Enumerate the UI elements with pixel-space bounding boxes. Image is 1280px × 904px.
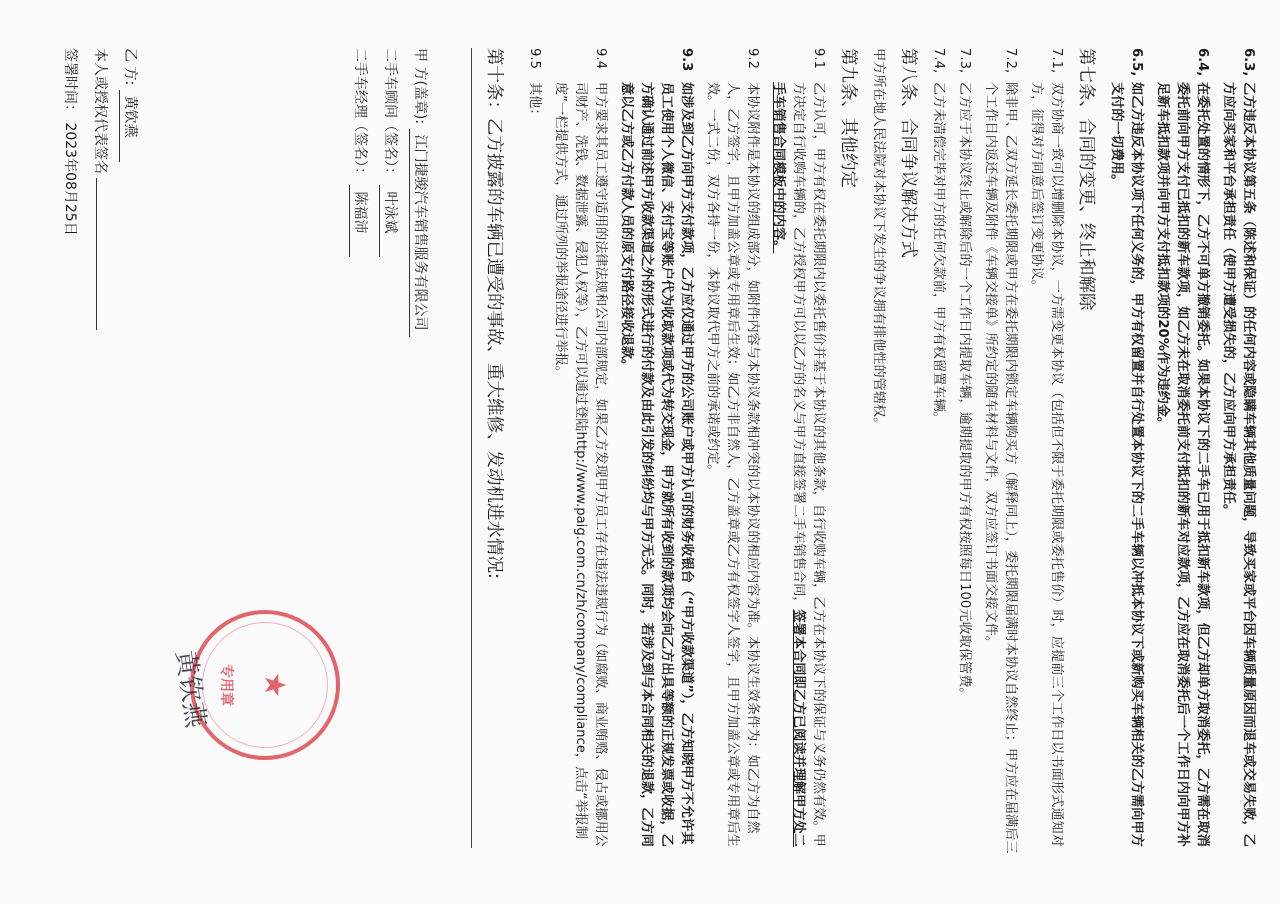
manager-value: 陈福沛 bbox=[349, 185, 370, 257]
handwritten-signature: 黄钦燕 bbox=[169, 648, 211, 730]
contract-body bbox=[460, 48, 1258, 856]
clause-text: 其他： bbox=[527, 82, 542, 122]
clause-text: 如涉及到乙方向甲方支付款项，乙方应仅通过甲方的公司账户或甲方认可的财务收银台（“甲方收款渠道”），乙方知晓甲方不允许其员工使用个人微信、支付宝等账户代为收取款项或代为转交现金，甲方就所有收到的款项均会向乙方出具等额的正规发票或收据，乙方确认通过前述甲方收款渠道之外的形式进行的付款及由此引发的纠纷均与甲方无关。同时，若涉及到与本合同相关的退款，乙方同意以乙方或乙方付款人员的原支付路径接收退款。 bbox=[619, 82, 694, 847]
section-divider bbox=[471, 48, 472, 848]
clause-number: 9.1 bbox=[811, 48, 826, 69]
clauses_top-clause bbox=[1152, 48, 1212, 856]
seal-text: 专用章 bbox=[218, 664, 234, 706]
article7.items-clause bbox=[1026, 48, 1066, 856]
clause-text: 乙方应于本协议终止或解除后的一个工作日内提取车辆，逾期提取的甲方有权按照每日100元收取保管费。 bbox=[957, 82, 972, 701]
clause-text: 在委托处置的情形下，乙方不可单方撤销委托。如果本协议下的二手车已用于抵扣新车款项，但乙方却单方取消委托，乙方需在取消委托前向甲方支付已抵扣的新车款项，如乙方未在取消委托前支付抵扣的新车对应款项，乙方应在取消委托后一个工作日内向甲方补足新车抵扣款项并向甲方支付抵扣款项的20%作为违约金。 bbox=[1155, 82, 1210, 847]
clause-number: 7.4, bbox=[931, 48, 946, 74]
clause-number: 7.1, bbox=[1049, 48, 1064, 74]
clause-number: 7.3, bbox=[957, 48, 972, 74]
consultant-line bbox=[379, 48, 400, 257]
clause-text: 本协议附件是本协议的组成部分，如附件内容与本协议条款相冲突的以本协议的相应内容为准。本协议生效条件为：如乙方为自然人，乙方签字，且甲方加盖公章或专用章后生效；如乙方非自然人，乙方盖章或乙方有权签字人签字，且甲方加盖公章或专用章后生效。一式二份，双方各持一份，本协议取代甲方之前的承诺或约定。 bbox=[705, 82, 760, 847]
clause-text: 乙方违反本协议第五条（陈述和保证）的任何内容或隐瞒车辆其他质量问题，导致买家或平台因车辆质量原因而退车或交易失败，乙方应向买家和平台承担责任（使甲方遭受损失的，乙方应向甲方承担责任。 bbox=[1221, 82, 1256, 847]
clause-number: 6.5, bbox=[1129, 48, 1144, 77]
clause-number: 6.3, bbox=[1241, 48, 1256, 77]
clause-number: 9.3 bbox=[679, 48, 694, 72]
date-line bbox=[60, 48, 80, 236]
clause-text: 双方协商一致可以增删除本协议，一方需变更本协议（包括但不限于委托期限或委托售价）时，应提前三个工作日以书面形式通知对方，征得对方同意后签订变更协议。 bbox=[1029, 82, 1064, 847]
clause-number: 6.4, bbox=[1195, 48, 1210, 77]
party-a-value: 江门捷骏汽车销售服务有限公司 bbox=[409, 129, 430, 337]
clause-text: 甲方要求其员工遵守适用的法律法规和公司内部规定，如果乙方发现甲方员工存在违法违规行为（如腐败、商业贿赂、侵占或挪用公司财产、洗钱、数据泄露、侵犯人权等），乙方可以通过登陆http://www.paig.com.cn/zh/company/compliance，点击“举报制度”一栏提供方式，通过所列的举报途径进行举报。 bbox=[553, 82, 608, 847]
party-a-label: 甲 方(盖章): bbox=[412, 48, 428, 125]
consultant-value: 叶泳斌 bbox=[379, 185, 400, 257]
article-9-items bbox=[524, 48, 828, 856]
party-b-line bbox=[119, 48, 140, 162]
clause-text: 如乙方违反本协议项下任何义务的，甲方有权留置并自行处置本协议下的二手车辆以冲抵本协议下或新购买车辆相关的乙方需向甲方支付的一切费用。 bbox=[1109, 82, 1144, 847]
article-9-heading: 第九条、其他约定 bbox=[838, 48, 858, 188]
manager-label: 二手车经理（签名）： bbox=[352, 48, 368, 181]
clause-text: 除非甲、乙双方延长委托期限或甲方在委托期限内锁定车辆购买方（解释同上），委托期限届满时本协议自然终止；甲方应在届满后三个工作日内返还车辆及附件《车辆交接单》所约定的随车材料与文件，双方应签订书面交接文件。 bbox=[983, 82, 1018, 854]
article-7-items bbox=[928, 48, 1066, 856]
consultant-label: 二手车顾问（签名）： bbox=[382, 48, 398, 181]
company-seal bbox=[190, 610, 340, 760]
article9.items-clause bbox=[524, 48, 544, 856]
article-8-heading: 第八条、合同争议解决方式 bbox=[898, 48, 918, 258]
article9.items-clause bbox=[616, 48, 696, 856]
article-8-text: 甲方所在地人民法院对本协议下发生的争议拥有排他性的管辖权。 bbox=[871, 48, 886, 431]
clause-number: 9.5 bbox=[527, 48, 542, 69]
article9.items-clause bbox=[768, 48, 828, 856]
article-10-heading: 第十条：乙方披露的车辆已遭受的事故、重大维修、发动机进水情况: bbox=[484, 48, 504, 579]
date-value: 2023年08月25日 bbox=[62, 122, 78, 236]
seal-star-icon: ★ bbox=[257, 671, 292, 699]
clause-number: 9.4 bbox=[593, 48, 608, 69]
clauses_top-clause bbox=[1106, 48, 1146, 856]
clause-number: 7.2, bbox=[1003, 48, 1018, 74]
clause-number: 9.2 bbox=[745, 48, 760, 69]
article7.items-clause bbox=[954, 48, 974, 856]
party-a-line bbox=[409, 48, 430, 337]
authorized-line bbox=[90, 48, 110, 330]
manager-line bbox=[349, 48, 370, 257]
clause-text: 乙方未清偿完毕对甲方的任何欠款前，甲方有权留置车辆。 bbox=[931, 82, 946, 425]
party-b-label: 乙 方: bbox=[122, 48, 138, 86]
clauses-article-6 bbox=[1106, 48, 1258, 856]
article9.items-clause bbox=[702, 48, 762, 856]
clause-text-part: 乙方认可，甲方有权在委托期限内以委托售价并基于本协议的其他条款，自行收购车辆，乙方在本协议下的保证与义务仍然有效。甲方决定自行收购车辆的，乙方授权甲方可以以乙方的名义与甲方直接签署二手车销售合同， bbox=[791, 82, 826, 847]
clauses_top-clause bbox=[1218, 48, 1258, 856]
date-label: 签署时间： bbox=[62, 48, 78, 118]
authorized-signature-line bbox=[96, 178, 97, 330]
article7.items-clause bbox=[928, 48, 948, 856]
article-7-heading: 第七条、合同的变更、终止和解除 bbox=[1076, 48, 1096, 311]
article9.items-clause bbox=[550, 48, 610, 856]
clause-text-underlined: 签署本合同即乙方已阅读并理解甲方处二手车销售合同模板中的内容。 bbox=[771, 82, 806, 847]
article7.items-clause bbox=[980, 48, 1020, 856]
party-b-value: 黄钦燕 bbox=[119, 90, 140, 162]
clause-text bbox=[768, 82, 828, 856]
authorized-label: 本人或授权代表签名 bbox=[92, 48, 108, 174]
